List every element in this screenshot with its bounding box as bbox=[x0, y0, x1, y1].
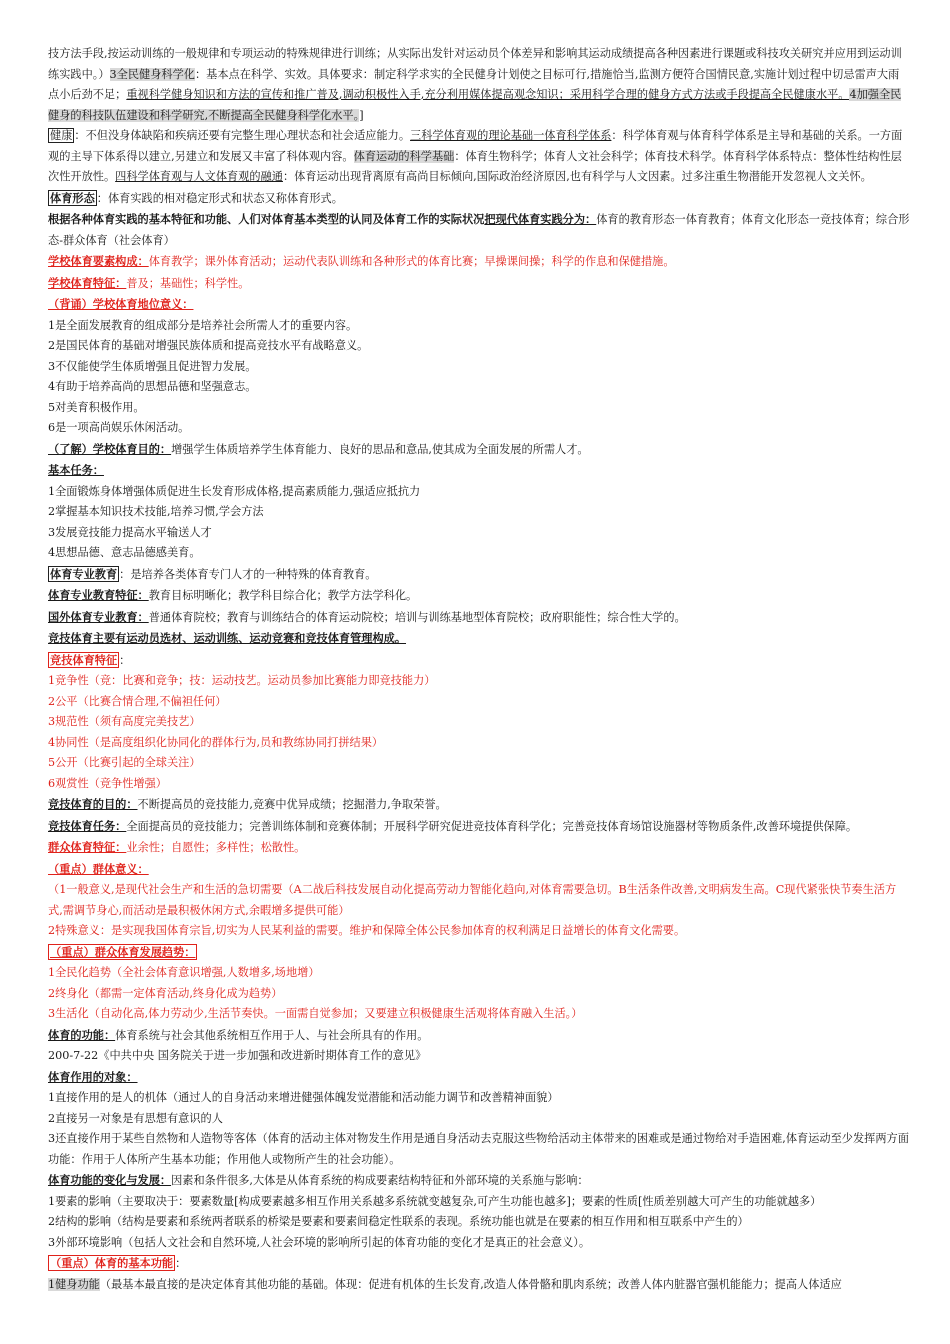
term-competitive-sport-features: 竞技体育特征 bbox=[50, 652, 118, 667]
term-basic-functions: （重点）体育的基本功能 bbox=[50, 1256, 174, 1270]
paragraph-school-pe-purpose: （了解）学校体育目的：增强学生体质培养学生体育能力、良好的思品和意品,使其成为全面发展的所需人才。 bbox=[48, 441, 589, 456]
list-item: 1竞争性（竞：比赛和竞争；技：运动技艺。运动员参加比赛能力即竞技能力） bbox=[48, 674, 436, 687]
list-item: 6观赏性（竞争性增强） bbox=[48, 776, 167, 790]
heading-competitive-sport-features: 竞技体育特征 ： bbox=[50, 652, 131, 667]
list-item: （1一般意义,是现代社会生产和生活的急切需要（A二战后科技发展自动化提高劳动力智能化趋向,对体育需要急切。B生活条件改善,文明病发生高。C现代紧张快节奏生活方式,需调节身心,而活动是最积极休闲方式,余暇增多提供可能） bbox=[48, 883, 897, 917]
list-item: 2掌握基本知识技术技能,培养习惯,学会方法 bbox=[48, 505, 264, 518]
paragraph-school-pe-features: 学校体育特征：普及；基础性；科学性。 bbox=[48, 275, 250, 290]
heading-basic-functions: （重点）体育的基本功能 ： bbox=[50, 1256, 187, 1270]
list-item: 2公平（比赛合情合理,不偏袒任何） bbox=[48, 694, 227, 708]
term-mass-sport-trends: （重点）群众体育发展趋势： bbox=[50, 944, 196, 959]
list-item: 3外部环境影响（包括人文社会和自然环境,人社会环境的影响所引起的体育功能的变化才是真正的社会意义）。 bbox=[48, 1235, 591, 1249]
list-item: 2直接另一对象是有思想有意识的人 bbox=[48, 1111, 223, 1125]
paragraph-foreign-professional-pe: 国外体育专业教育：普通体育院校；教育与训练结合的体育运动院校；培训与训练基地型体育院校；政府职能性；综合性大学的。 bbox=[48, 609, 686, 624]
paragraph-competitive-sport-purpose: 竞技体育的目的：不断提高员的竞技能力,竞赛中优异成绩；挖掘潜力,争取荣誉。 bbox=[48, 797, 447, 811]
paragraph-sport-classification: 根据各种体育实践的基本特征和功能、人们对体育基本类型的认同及体育工作的实际状况把现代体育实践分为：体育的教育形态一体育教育；体育文化形态一竞技体育；综合形态-群众体育（社会体育） bbox=[48, 212, 910, 247]
list-item: 1要素的影响（主要取决于：要素数量[构成要素越多相互作用关系越多系统就变越复杂,可产生功能也越多]；要素的性质[性质差别越大可产生的功能就越多） bbox=[48, 1194, 822, 1208]
paragraph-school-pe-elements: 学校体育要素构成：体育教学；课外体育活动；运动代表队训练和各种形式的体育比赛；早操课间操；科学的作息和保健措施。 bbox=[48, 254, 675, 268]
paragraph-competitive-sport-structure: 竞技体育主要有运动员选材、运动训练、运动竞赛和竞技体育管理构成。 bbox=[48, 631, 407, 645]
term-sport-form: 体育形态 bbox=[50, 190, 95, 205]
list-item: 3发展竞技能力提高水平输送人才 bbox=[48, 525, 212, 539]
paragraph-mass-sport-features: 群众体育特征：业余性；自愿性；多样性；松散性。 bbox=[48, 840, 306, 854]
list-item: 4有助于培养高尚的思想品德和坚强意志。 bbox=[48, 380, 257, 393]
list-item: 2终身化（都需一定体育活动,终身化成为趋势） bbox=[48, 986, 283, 1000]
list-item: 2特殊意义：是实现我国体育宗旨,切实为人民某利益的需要。维护和保障全体公民参加体育的权利满足日益增长的体育文化需要。 bbox=[48, 924, 686, 937]
list-item: 2是国民体育的基础对增强民族体质和提高竞技水平有战略意义。 bbox=[48, 339, 369, 352]
paragraph-professional-pe: 体育专业教育 ：是培养各类体育专门人才的一种特殊的体育教育。 bbox=[50, 566, 377, 581]
paragraph-sport-form: 体育形态 ：体育实践的相对稳定形式和状态又称体育形式。 bbox=[50, 190, 343, 205]
list-item: 5公开（比赛引起的全球关注） bbox=[48, 756, 201, 769]
heading-basic-tasks: 基本任务： bbox=[48, 463, 104, 477]
list-item: 1全民化趋势（全社会体育意识增强,人数增多,场地增） bbox=[48, 966, 320, 979]
heading-sport-effect-objects: 体育作用的对象： bbox=[48, 1069, 138, 1084]
paragraph-health-science: 健康 ：不但没身体缺陷和疾病还要有完整生理心理状态和社会适应能力。三科学体育观的理论基础一体育科学体系：科学体育观与体育科学体系是主导和基础的关系。一方面观的主导下体系得以建立,另建立和发展又丰富了科体观内容。体育运动的科学基础：体育生物科学；体育人文社会科学；体育技术科学。体育科学体系特点：整体性结构性层次性开放性。四科学体育观与人文体育观的融通：体育运动出现背离原有高尚目标倾向,国际政治经济原因,也有科学与人文因素。过多注重生物潜能开发忽视人文关怀。 bbox=[48, 129, 903, 183]
list-item: 3规范性（须有高度完美技艺） bbox=[48, 715, 201, 728]
list-item: 6是一项高尚娱乐休闲活动。 bbox=[48, 421, 190, 434]
paragraph-policy-reference: 200-7-22《中共中央 国务院关于进一步加强和改进新时期体育工作的意见》 bbox=[48, 1049, 427, 1062]
list-item: 2结构的影响（结构是要素和系统两者联系的桥梁是要素和要素间稳定性联系的表现。系统功能也就是在要素的相互作用和相互联系中产生的） bbox=[48, 1215, 749, 1228]
paragraph-professional-pe-features: 体育专业教育特征：教育目标明晰化；教学科目综合化；教学方法学科化。 bbox=[48, 588, 418, 602]
heading-school-pe-significance: （背诵）学校体育地位意义： bbox=[48, 297, 194, 311]
list-item: 5对美育积极作用。 bbox=[48, 400, 145, 414]
term-health: 健康 bbox=[50, 129, 73, 142]
list-item: 3生活化（自动化高,体力劳动少,生活节奏快。一面需自觉参加；又要建立积极健康生活观将体育融入生活。） bbox=[48, 1007, 583, 1020]
list-item: 3不仅能使学生体质增强且促进智力发展。 bbox=[48, 359, 257, 373]
list-item: 4思想品德、意志品德感美育。 bbox=[48, 546, 201, 559]
paragraph-fitness-science: 技方法手段,按运动训练的一般规律和专项运动的特殊规律进行训练；从实际出发针对运动员个体差异和影响其运动成绩提高各种因素进行课题或科技攻关研究并应用到运动训练实践中。）3全民健身科学化：基本点在科学、实效。具体要求：制定科学求实的全民健身计划使之目标可行,措施恰当,监测方便符合国情民意,实施计划过程中切忌雷声大雨点小后劲不足；重视科学健身知识和方法的宣传和推广普及,调动积极性入手,充分利用媒体提高观念知识；采用科学合理的健身方式方法或手段提高全民健康水平。4加强全民健身的科技队伍建设和科学研究,不断提高全民健身科学化水平。] bbox=[48, 47, 902, 122]
list-item: 3还直接作用于某些自然物和人造物等客体（体育的活动主体对物发生作用是通自身活动去克服这些物给活动主体带来的困难或是通过物给对手造困难,体育运动至少发挥两方面功能：作用于人体所产生基本功能；作用他人或物所产生的社会功能）。 bbox=[48, 1132, 909, 1166]
list-item: 4协同性（是高度组织化协同化的群体行为,员和教练协同打拼结果） bbox=[48, 735, 384, 749]
list-item: 1全面锻炼身体增强体质促进生长发育形成体格,提高素质能力,强适应抵抗力 bbox=[48, 484, 421, 498]
term-professional-pe: 体育专业教育 bbox=[50, 566, 118, 581]
list-item: 1直接作用的是人的机体（通过人的自身活动来增进健强体魄发觉潜能和活动能力调节和改善精神面貌） bbox=[48, 1091, 559, 1104]
heading-mass-sport-trends bbox=[48, 942, 910, 964]
paragraph-sport-function: 体育的功能：体育系统与社会其他系统相互作用于人、与社会所具有的作用。 bbox=[48, 1027, 429, 1042]
paragraph-competitive-sport-tasks: 竞技体育任务：全面提高员的竞技能力；完善训练体制和竞赛体制；开展科学研究促进竞技体育科学化；完善竞技体育场馆设施器材等物质条件,改善环境提供保障。 bbox=[48, 818, 858, 833]
heading-mass-sport-significance: （重点）群体意义： bbox=[48, 861, 149, 876]
paragraph-fitness-function: 1健身功能（最基本最直接的是决定体育其他功能的基础。体现：促进有机体的生长发育,改造人体骨骼和肌肉系统；改善人体内脏器官强机能能力；提高人体适应 bbox=[48, 1277, 842, 1291]
list-item: 1是全面发展教育的组成部分是培养社会所需人才的重要内容。 bbox=[48, 318, 358, 332]
paragraph-function-change: 体育功能的变化与发展：因素和条件很多,大体是从体育系统的构成要素结构特征和外部环境的关系施与影响： bbox=[48, 1173, 589, 1187]
